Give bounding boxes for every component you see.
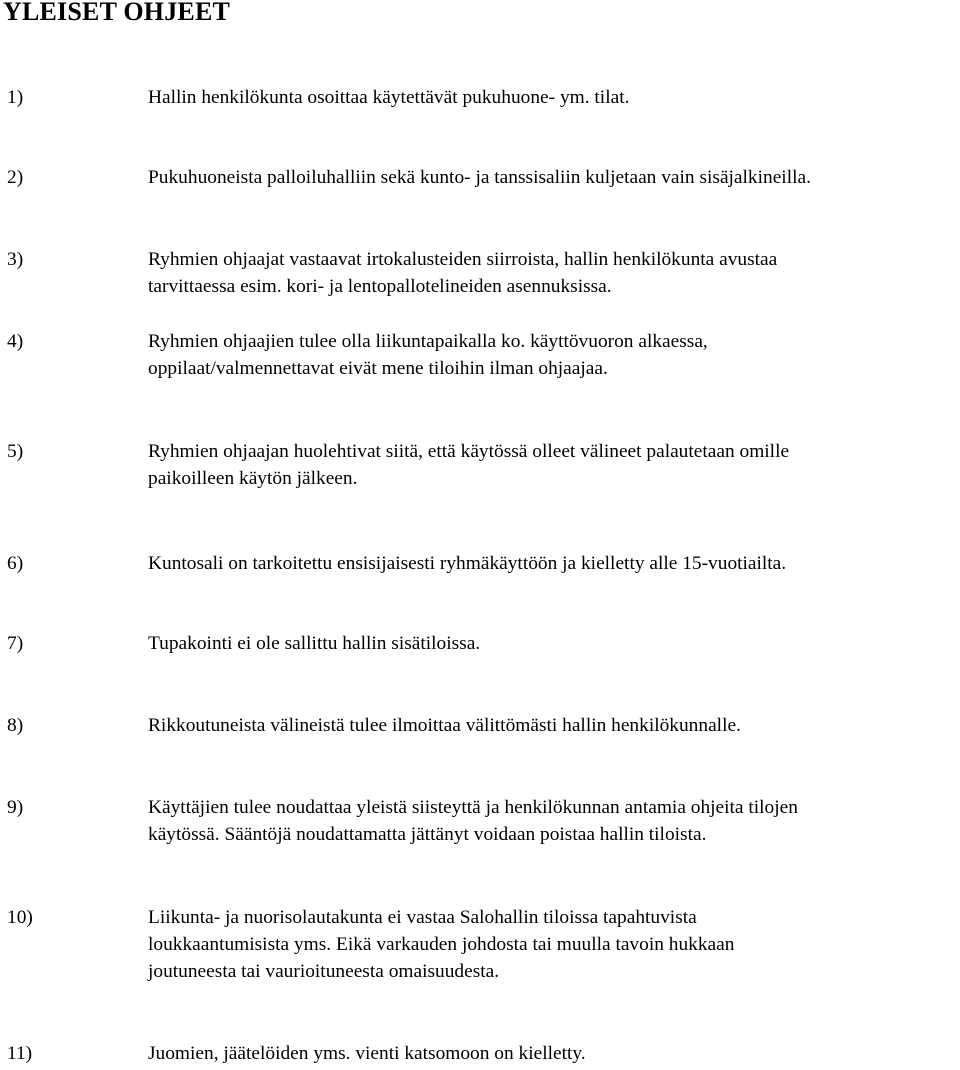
item-text — [148, 438, 956, 492]
item-text — [148, 794, 956, 848]
item-text — [148, 1040, 956, 1067]
item-number: 3) — [7, 249, 24, 270]
item-text — [148, 712, 956, 739]
item-number: 9) — [7, 797, 24, 818]
item-number: 10) — [7, 907, 33, 928]
item-text — [148, 84, 956, 111]
item-line: käytössä. Sääntöjä noudattamatta jättänyt voidaan poistaa hallin tiloista. — [148, 824, 707, 845]
item-line: Liikunta- ja nuorisolautakunta ei vastaa Salohallin tiloissa tapahtuvista — [148, 907, 697, 928]
item-text — [148, 550, 956, 577]
item-number: 7) — [7, 633, 24, 654]
item-number: 11) — [7, 1043, 33, 1064]
item-line: paikoilleen käytön jälkeen. — [148, 468, 358, 489]
item-number: 5) — [7, 441, 24, 462]
item-number: 4) — [7, 331, 24, 352]
item-line: Kuntosali on tarkoitettu ensisijaisesti ryhmäkäyttöön ja kielletty alle 15-vuotiailta. — [148, 553, 787, 574]
item-line: Hallin henkilökunta osoittaa käytettävät pukuhuone- ym. tilat. — [148, 87, 630, 108]
item-number: 1) — [7, 87, 24, 108]
item-text — [148, 904, 956, 985]
item-text — [148, 328, 956, 382]
item-line: Rikkoutuneista välineistä tulee ilmoittaa välittömästi hallin henkilökunnalle. — [148, 715, 741, 736]
item-text — [148, 630, 956, 657]
item-number: 6) — [7, 553, 24, 574]
item-text — [148, 246, 956, 300]
item-line: Pukuhuoneista palloiluhalliin sekä kunto- ja tanssisaliin kuljetaan vain sisäjalkineilla. — [148, 167, 811, 188]
item-line: Käyttäjien tulee noudattaa yleistä siisteyttä ja henkilökunnan antamia ohjeita tilojen — [148, 797, 798, 818]
item-line: oppilaat/valmennettavat eivät mene tiloihin ilman ohjaajaa. — [148, 358, 608, 379]
item-line: loukkaantumisista yms. Eikä varkauden johdosta tai muulla tavoin hukkaan — [148, 934, 735, 955]
item-number: 2) — [7, 167, 24, 188]
item-text — [148, 164, 956, 191]
item-line: Ryhmien ohjaajat vastaavat irtokalusteiden siirroista, hallin henkilökunta avustaa — [148, 249, 778, 270]
item-line: joutuneesta tai vaurioituneesta omaisuudesta. — [148, 961, 500, 982]
item-line: Ryhmien ohjaajien tulee olla liikuntapaikalla ko. käyttövuoron alkaessa, — [148, 331, 708, 352]
item-line: tarvittaessa esim. kori- ja lentopallotelineiden asennuksissa. — [148, 276, 612, 297]
page-title: YLEISET OHJEET — [3, 0, 231, 26]
item-line: Tupakointi ei ole sallittu hallin sisätiloissa. — [148, 633, 481, 654]
item-line: Ryhmien ohjaajan huolehtivat siitä, että käytössä olleet välineet palautetaan omille — [148, 441, 790, 462]
item-number: 8) — [7, 715, 24, 736]
item-line: Juomien, jäätelöiden yms. vienti katsomoon on kielletty. — [148, 1043, 586, 1064]
